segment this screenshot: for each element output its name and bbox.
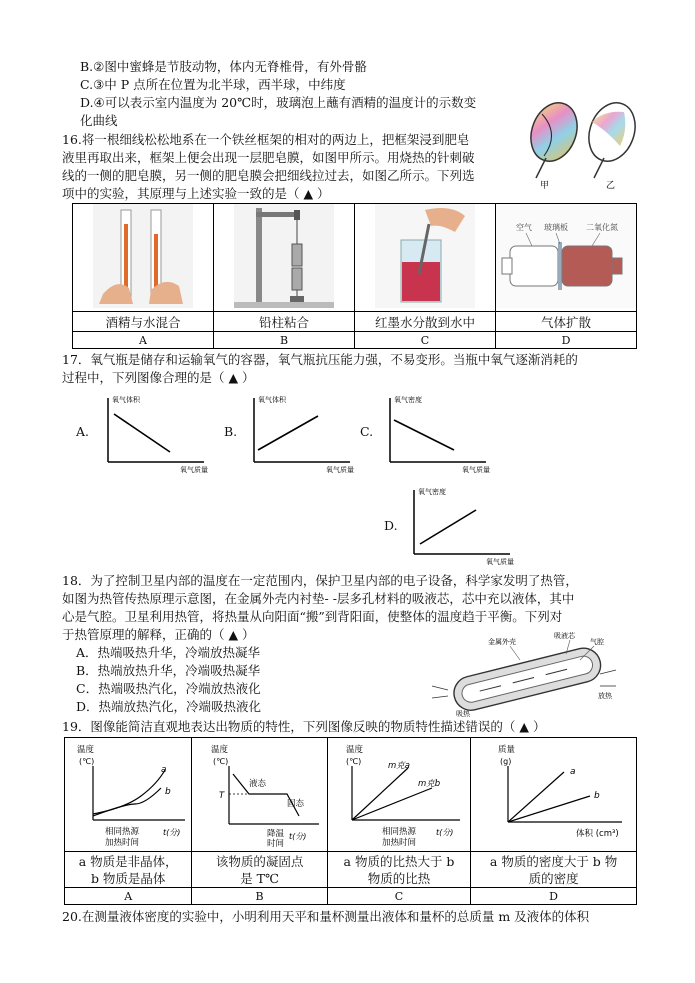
- q15-option-d-line2: 化曲线: [80, 113, 118, 128]
- svg-text:a: a: [569, 767, 576, 777]
- q17-letter-a: A.: [76, 424, 90, 439]
- q15-option-b: B.②图中蜜蜂是节肢动物，体内无脊椎骨，有外骨骼: [80, 59, 367, 74]
- label-no2: 二氧化氮: [586, 223, 618, 232]
- frame-jia: [524, 100, 585, 168]
- q19-letter-d: D: [471, 888, 637, 905]
- soap-film-figure: [524, 100, 644, 190]
- q17-graph-d: [406, 484, 516, 566]
- svg-text:相同热源: 相同热源: [105, 827, 140, 837]
- q19-graph-c: [328, 738, 470, 848]
- svg-text:b: b: [593, 791, 600, 801]
- svg-text:体积 (cm³): 体积 (cm³): [575, 829, 619, 839]
- svg-text:t(分): t(分): [163, 828, 181, 837]
- q16-caption-c: 红墨水分散到水中: [355, 312, 496, 332]
- line-b: [508, 796, 590, 822]
- q16-line1: 16.将一根细线松松地系在一个铁丝框架的相对的两边上，把框架浸到肥皂: [62, 132, 470, 147]
- curve-a: [93, 770, 165, 814]
- q17-a-xlabel: 氧气质量: [180, 466, 208, 474]
- svg-text:(℃): (℃): [212, 757, 228, 766]
- svg-text:温度: 温度: [77, 745, 95, 755]
- svg-text:加热时间: 加热时间: [381, 838, 416, 848]
- q18-line2: 如图为热管传热原理示意图，在金属外壳内衬垫- -层多孔材料的吸液芯，芯中充以液体，其中: [62, 591, 575, 606]
- q16-caption-a: 酒精与水混合: [73, 312, 214, 332]
- svg-text:t(分): t(分): [435, 828, 454, 837]
- label-absorb: 吸热: [456, 710, 470, 718]
- q19-options-table: [64, 737, 637, 905]
- q16-letter-d: D: [496, 332, 637, 349]
- q16-letter-b: B: [214, 332, 355, 349]
- q19-caption-a: a 物质是非晶体， b 物质是晶体: [65, 852, 192, 888]
- svg-text:温度: 温度: [210, 745, 228, 755]
- svg-text:加热时间: 加热时间: [105, 838, 140, 848]
- svg-text:相同热源: 相同热源: [381, 827, 416, 837]
- q17-b-ylabel: 氧气体积: [258, 396, 286, 404]
- q17-line1: 17．氧气瓶是储存和运输氧气的容器，氧气瓶抗压能力强，不易变形。当瓶中氧气逐渐消耗的: [62, 352, 578, 367]
- q17-graph-b: [246, 392, 356, 474]
- q17-c-ylabel: 氧气密度: [394, 396, 422, 404]
- q16-image-a: [73, 204, 214, 312]
- q19-letter-a: A: [65, 888, 192, 905]
- q16-options-table: [72, 203, 637, 349]
- svg-text:m克a: m克a: [387, 761, 410, 771]
- q16-line3: 线的一侧的肥皂膜，另一侧的肥皂膜会把细线拉过去，如图乙所示。下列选: [62, 168, 475, 183]
- label-release: 放热: [598, 692, 612, 700]
- q17-d-ylabel: 氧气密度: [418, 488, 446, 496]
- label-wick: 吸液芯: [554, 632, 575, 640]
- q18-line3: 心是气腔。卫星利用热管，将热量从向阳面“搬”到背阳面，使整体的温度趋于平衡。下列对: [62, 609, 563, 624]
- q16-letter-a: A: [73, 332, 214, 349]
- q18-option-a: A．热端吸热升华，冷端放热凝华: [76, 645, 261, 660]
- svg-text:时间: 时间: [266, 839, 284, 848]
- label-shell: 金属外壳: [488, 638, 516, 646]
- q16-image-c: [355, 204, 496, 312]
- q18-line1: 18．为了控制卫星内部的温度在一定范围内，保护卫星内部的电子设备，科学家发明了热管，: [62, 573, 578, 588]
- q19-graph-a: [65, 738, 191, 848]
- svg-text:固态: 固态: [286, 799, 304, 809]
- q17-a-ylabel: 氧气体积: [112, 396, 140, 404]
- line-mb: [352, 788, 432, 820]
- q18-line4: 于热管原理的解释，正确的（ ▲ ）: [62, 627, 255, 642]
- q19-graph-b-cell: [192, 738, 327, 852]
- q18-option-d: D．热端放热汽化，冷端吸热液化: [76, 699, 262, 714]
- q19-letter-b: B: [192, 888, 327, 905]
- line-ma: [352, 768, 408, 820]
- q19-question: 19．图像能简洁直观地表达出物质的特性，下列图像反映的物质特性描述错误的（ ▲ ）: [62, 719, 546, 734]
- q19-graph-d-cell: [471, 738, 637, 852]
- q15-option-d-line1: D.④可以表示室内温度为 20℃时，玻璃泡上蘸有酒精的温度计的示数变: [80, 95, 477, 110]
- q18-option-c: C．热端吸热汽化，冷端放热液化: [76, 681, 261, 696]
- svg-text:t(分): t(分): [288, 832, 306, 841]
- q17-letter-b: B.: [224, 424, 238, 439]
- svg-text:m克b: m克b: [417, 779, 441, 789]
- label-jia: 甲: [540, 181, 550, 190]
- q16-image-b: [214, 204, 355, 312]
- q15-option-c: C.③中 P 点所在位置为北半球，西半球，中纬度: [80, 77, 346, 92]
- svg-text:b: b: [165, 787, 171, 797]
- svg-text:液态: 液态: [248, 779, 266, 789]
- q16-image-d: [496, 204, 637, 312]
- q16-line2: 液里再取出来，框架上便会出现一层肥皂膜，如图甲所示。用烧热的针刺破: [62, 150, 475, 165]
- q20-question: 20.在测量液体密度的实验中，小明利用天平和量杯测量出液体和量杯的总质量 m 及液体的体积: [62, 909, 590, 924]
- q19-caption-d: a 物质的密度大于 b 物 质的密度: [471, 852, 637, 888]
- svg-text:a: a: [161, 765, 167, 775]
- svg-text:T: T: [218, 791, 224, 801]
- q17-a-line: [114, 414, 170, 452]
- q19-graph-a-cell: [65, 738, 192, 852]
- svg-text:(℃): (℃): [345, 757, 362, 766]
- q16-letter-c: C: [355, 332, 496, 349]
- q19-graph-d: [472, 738, 636, 848]
- svg-text:(℃): (℃): [79, 757, 95, 766]
- q17-d-line: [420, 510, 476, 544]
- q17-d-xlabel: 氧气质量: [486, 558, 514, 566]
- svg-text:降温: 降温: [266, 829, 284, 839]
- q18-option-b: B．热端放热升华，冷端吸热凝华: [76, 663, 261, 678]
- curve-b: [93, 788, 161, 816]
- q17-graph-a: [100, 392, 210, 474]
- q19-graph-b: [193, 738, 327, 848]
- q17-b-xlabel: 氧气质量: [326, 466, 354, 474]
- q19-caption-b: 该物质的凝固点 是 T℃: [192, 852, 327, 888]
- q17-b-line: [258, 416, 318, 450]
- q19-letter-c: C: [327, 888, 470, 905]
- label-glass: 玻璃板: [544, 223, 568, 232]
- line-a: [508, 772, 564, 822]
- q16-caption-b: 铅柱粘合: [214, 312, 355, 332]
- q17-letter-c: C.: [360, 424, 374, 439]
- q16-caption-d: 气体扩散: [496, 312, 637, 332]
- q17-line2: 过程中，下列图像合理的是（ ▲ ）: [62, 370, 255, 385]
- label-yi: 乙: [606, 181, 616, 190]
- label-cavity: 气腔: [590, 638, 604, 646]
- q17-letter-d: D.: [384, 518, 398, 533]
- svg-text:(g): (g): [499, 757, 511, 766]
- q19-caption-c: a 物质的比热大于 b 物质的比热: [327, 852, 470, 888]
- svg-text:温度: 温度: [345, 745, 363, 755]
- q16-line4: 项中的实验，其原理与上述实验一致的是（ ▲ ）: [62, 186, 330, 201]
- q19-graph-c-cell: [327, 738, 470, 852]
- q17-c-line: [394, 420, 454, 450]
- svg-text:质量: 质量: [497, 745, 515, 755]
- q17-graph-c: [382, 392, 492, 474]
- q17-c-xlabel: 氧气质量: [462, 466, 490, 474]
- label-air: 空气: [516, 223, 532, 232]
- heat-pipe-diagram: [430, 628, 626, 720]
